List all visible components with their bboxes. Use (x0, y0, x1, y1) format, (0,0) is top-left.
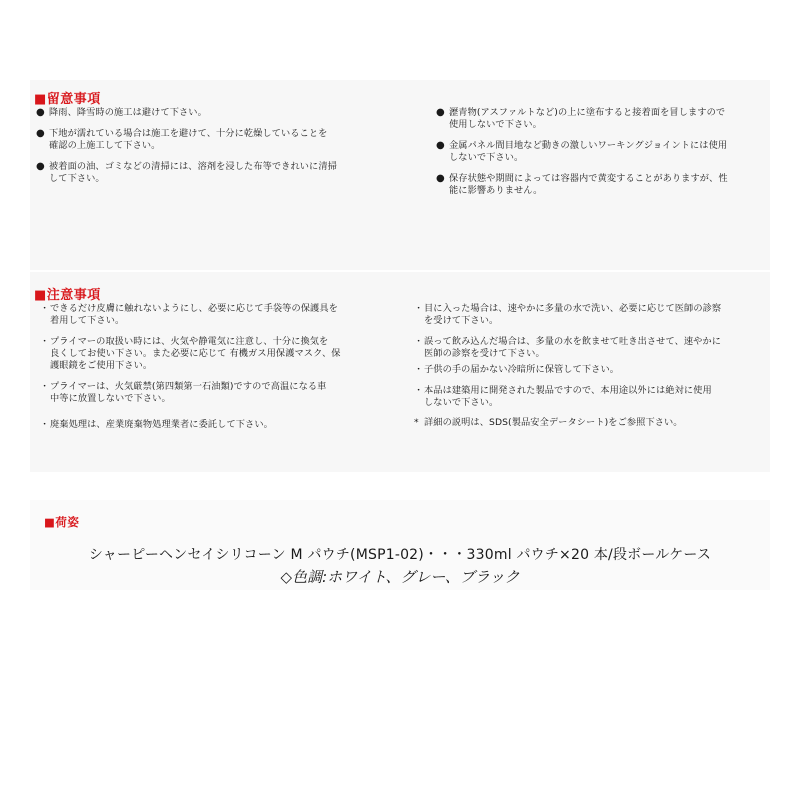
warning-panel (30, 272, 770, 472)
warning-left-item-line: 廃棄処理は、産業廃棄物処理業者に委託して下さい。 (50, 419, 273, 430)
caution-right-item-line: 使用しないで下さい。 (449, 119, 542, 130)
warning-left-item-line: 中等に放置しないで下さい。 (50, 393, 171, 404)
warning-left-item (40, 419, 380, 431)
caution-right-item-line: 金属パネル間目地など動きの激しいワーキングジョイントには使用 (449, 140, 728, 151)
bullet-icon: ● (36, 128, 45, 139)
warning-left-item (40, 336, 380, 372)
bullet-icon: ● (436, 140, 445, 151)
warning-right-item-line: 子供の手の届かない冷暗所に保管して下さい。 (424, 364, 620, 375)
caution-left-item (36, 128, 376, 152)
caution-left-item-line: 確認の上施工して下さい。 (49, 140, 161, 151)
warning-right-item (414, 303, 770, 327)
warning-right-column (414, 303, 770, 429)
bullet-icon: ● (436, 107, 445, 118)
dot-icon: ・ (40, 336, 50, 347)
dot-icon: ・ (414, 336, 424, 347)
warning-right-item-line: 目に入った場合は、速やかに多量の水で洗い、必要に応じて医師の診察 (424, 303, 722, 314)
packing-description: シャーピーヘンセイシリコーン M パウチ(MSP1-02)・・・330ml パウチ×20 本/段ボールケース (88, 547, 712, 563)
caution-right-item-line: 瀝青物(アスファルトなど)の上に塗布すると接着面を冒しますので (449, 107, 726, 118)
caution-panel (30, 80, 770, 270)
caution-left-column (36, 107, 376, 194)
warning-heading: ■注意事項 (34, 288, 101, 303)
caution-left-item-line: して下さい。 (49, 173, 105, 184)
warning-right-item-line: を受けて下さい。 (424, 315, 499, 326)
caution-right-item (436, 107, 770, 131)
warning-right-item-line: 誤って飲み込んだ場合は、多量の水を飲ませて吐き出させて、速やかに (424, 336, 722, 347)
warning-left-item-line: できるだけ皮膚に触れないようにし、必要に応じて手袋等の保護具を (50, 303, 338, 314)
warning-left-item-line: プライマーの取扱い時には、火気や静電気に注意し、十分に換気を (50, 336, 329, 347)
warning-left-item-line: 護眼鏡をご使用下さい。 (50, 360, 153, 371)
dot-icon: ・ (414, 364, 424, 375)
warning-note (414, 417, 770, 429)
note-asterisk: * (414, 417, 419, 428)
warning-left-item-line: プライマーは、火気厳禁(第四類第一石油類)ですので高温になる車 (50, 381, 327, 392)
caution-left-item-line: 降雨、降雪時の施工は避けて下さい。 (49, 107, 207, 118)
warning-left-item (40, 381, 380, 405)
bullet-icon: ● (36, 107, 45, 118)
caution-right-item (436, 173, 770, 197)
warning-right-item (414, 385, 770, 409)
warning-right-item (414, 336, 770, 360)
warning-note-text: 詳細の説明は、SDS(製品安全データシート)をご参照下さい。 (424, 417, 683, 428)
warning-right-item (414, 364, 770, 376)
dot-icon: ・ (414, 385, 424, 396)
packing-heading: ■荷姿 (44, 515, 80, 529)
warning-left-item-line: 着用して下さい。 (50, 315, 125, 326)
dot-icon: ・ (40, 419, 50, 430)
packing-panel (30, 500, 770, 590)
caution-right-item-line: 能に影響ありません。 (449, 185, 543, 196)
caution-left-item-line: 被着面の油、ゴミなどの清掃には、溶剤を浸した布等できれいに清掃 (49, 161, 337, 172)
caution-left-item-line: 下地が濡れている場合は施工を避けて、十分に乾燥していることを (49, 128, 328, 139)
caution-right-item-line: 保存状態や期間によっては容器内で黄変することがありますが、性 (449, 173, 728, 184)
warning-right-item-line: 医師の診察を受けて下さい。 (424, 348, 545, 359)
warning-left-item (40, 303, 380, 327)
caution-left-item (36, 107, 376, 119)
caution-heading: ■留意事項 (34, 92, 101, 107)
caution-right-item-line: しないで下さい。 (449, 152, 524, 163)
dot-icon: ・ (40, 381, 50, 392)
warning-left-column (40, 303, 380, 440)
caution-right-column (436, 107, 770, 206)
dot-icon: ・ (414, 303, 424, 314)
dot-icon: ・ (40, 303, 50, 314)
color-options: ◇色調:ホワイト、グレー、ブラック (280, 568, 520, 586)
warning-left-item-line: 良くしてお使い下さい。また必要に応じて 有機ガス用保護マスク、保 (50, 348, 341, 359)
warning-right-item-line: 本品は建築用に開発された製品ですので、本用途以外には絶対に使用 (424, 385, 712, 396)
bullet-icon: ● (436, 173, 445, 184)
bullet-icon: ● (36, 161, 45, 172)
warning-right-item-line: しないで下さい。 (424, 397, 499, 408)
caution-right-item (436, 140, 770, 164)
caution-left-item (36, 161, 376, 185)
